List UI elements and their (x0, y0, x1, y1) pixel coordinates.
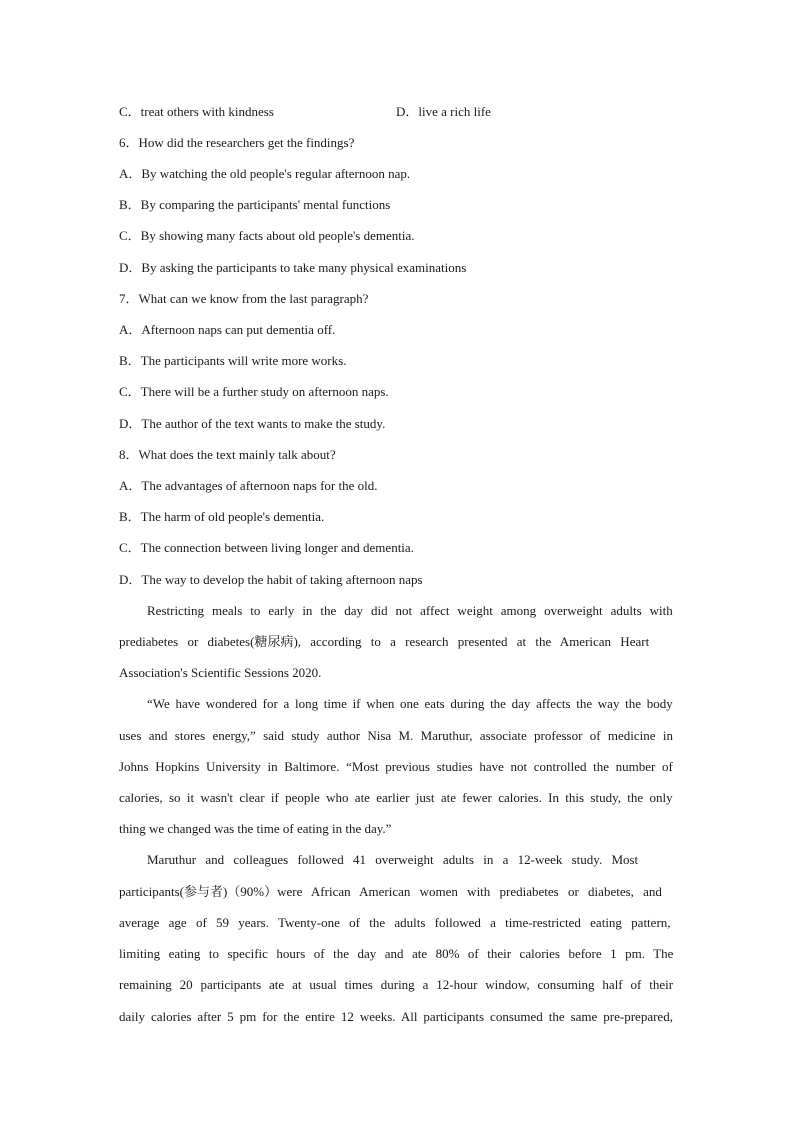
passage-p1-line: prediabetes or diabetes(糖尿病), according to a research presented at the American Heart (119, 634, 650, 649)
q7-option-b: B．The participants will write more works. (119, 353, 347, 368)
q6-option-c: C．By showing many facts about old people's dementia. (119, 228, 415, 243)
q7-option-d: D．The author of the text wants to make the study. (119, 416, 386, 431)
q6-option-b: B．By comparing the participants' mental functions (119, 197, 391, 212)
passage-p2-line: thing we changed was the time of eating in the day.” (119, 821, 392, 836)
q8-option-d: D．The way to develop the habit of taking afternoon naps (119, 572, 423, 587)
q8-option-b: B．The harm of old people's dementia. (119, 509, 325, 524)
passage-p3-line: participants(参与者)（90%）were African American women with prediabetes or diabetes, and (119, 884, 662, 899)
q6-option-d: D．By asking the participants to take many physical examinations (119, 260, 467, 275)
q8-stem: 8．What does the text mainly talk about? (119, 447, 336, 462)
passage-p2-line: “We have wondered for a long time if when one eats during the day affects the way the body (147, 696, 673, 711)
passage-p2-line: uses and stores energy,” said study author Nisa M. Maruthur, associate professor of medicine in (119, 728, 673, 743)
passage-p3-line: average age of 59 years. Twenty-one of the adults followed a time-restricted eating pattern, (119, 915, 671, 930)
passage-p1-line: Restricting meals to early in the day did not affect weight among overweight adults with (147, 603, 673, 618)
q7-stem: 7．What can we know from the last paragraph? (119, 291, 369, 306)
passage-p2-line: calories, so it wasn't clear if people who ate earlier just ate fewer calories. In this study, the only (119, 790, 673, 805)
passage-p3-line: limiting eating to specific hours of the day and ate 80% of their calories before 1 pm. The (119, 946, 674, 961)
passage-p2-line: Johns Hopkins University in Baltimore. “Most previous studies have not controlled the number of (119, 759, 673, 774)
passage-p3-line: remaining 20 participants ate at usual times during a 12-hour window, consuming half of their (119, 977, 674, 992)
passage-p3-line: daily calories after 5 pm for the entire 12 weeks. All participants consumed the same pre-prepared, (119, 1009, 673, 1024)
q8-option-a: A．The advantages of afternoon naps for the old. (119, 478, 378, 493)
q5-option-d: D．live a rich life (396, 104, 491, 119)
q8-option-c: C．The connection between living longer and dementia. (119, 540, 414, 555)
q7-option-c: C．There will be a further study on afternoon naps. (119, 384, 389, 399)
q6-stem: 6．How did the researchers get the findings? (119, 135, 355, 150)
q6-option-a: A．By watching the old people's regular afternoon nap. (119, 166, 411, 181)
q7-option-a: A．Afternoon naps can put dementia off. (119, 322, 336, 337)
q5-option-c: C．treat others with kindness (119, 104, 274, 119)
passage-p1-line: Association's Scientific Sessions 2020. (119, 665, 322, 680)
passage-p3-line: Maruthur and colleagues followed 41 overweight adults in a 12-week study. Most (147, 852, 639, 867)
